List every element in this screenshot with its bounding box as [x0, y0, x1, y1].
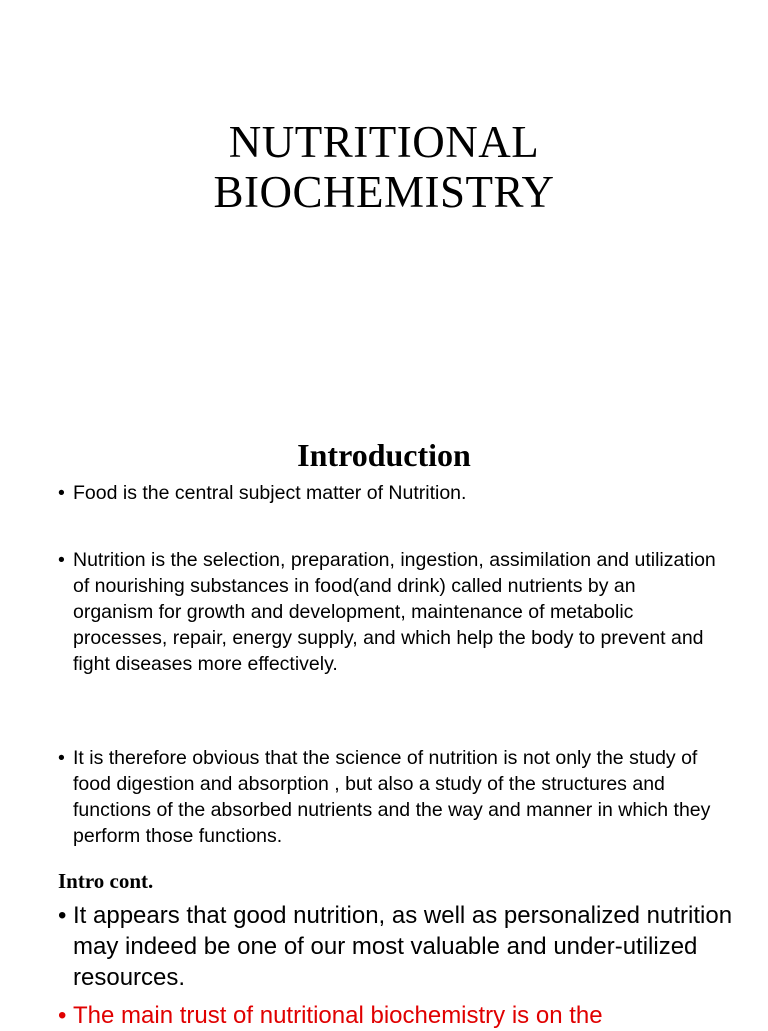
- bullet-item: [58, 745, 718, 849]
- slide-heading: Intro cont.: [58, 869, 154, 893]
- bullet-icon: •: [58, 549, 65, 571]
- slide-heading: Introduction: [297, 437, 471, 473]
- slide-title-line-1: NUTRITIONAL: [228, 117, 540, 167]
- bullet-text: It is therefore obvious that the science of nutrition is not only the study of food digestion and absorption , but also a study of the structures and functions of the absorbed nutrients and the way and manner in which they perform those functions.: [73, 747, 711, 847]
- introduction-slide: [0, 420, 768, 860]
- slide-title-line-2: BIOCHEMISTRY: [213, 167, 555, 217]
- bullet-item: [58, 480, 718, 506]
- bullet-text: It appears that good nutrition, as well as personalized nutrition may indeed be one of our most valuable and under-utilized resources.: [73, 902, 733, 991]
- bullet-icon: •: [58, 747, 65, 769]
- bullet-icon: •: [58, 1002, 67, 1029]
- bullet-item-highlighted: [58, 1000, 738, 1031]
- bullet-icon: •: [58, 902, 67, 929]
- intro-cont-slide: [0, 860, 768, 1029]
- bullet-text: Food is the central subject matter of Nutrition.: [73, 482, 467, 504]
- title-slide: [0, 0, 768, 420]
- bullet-item: [58, 900, 738, 993]
- bullet-text: Nutrition is the selection, preparation, ingestion, assimilation and utilization of nourishing substances in food(and drink) called nutrients by an organism for growth and development, maintenance of metabolic processes, repair, energy supply, and which help the body to prevent and fight diseases more effectively.: [73, 549, 716, 675]
- bullet-item: [58, 547, 718, 677]
- bullet-text: The main trust of nutritional biochemistry is on the: [73, 1002, 603, 1029]
- bullet-icon: •: [58, 482, 65, 504]
